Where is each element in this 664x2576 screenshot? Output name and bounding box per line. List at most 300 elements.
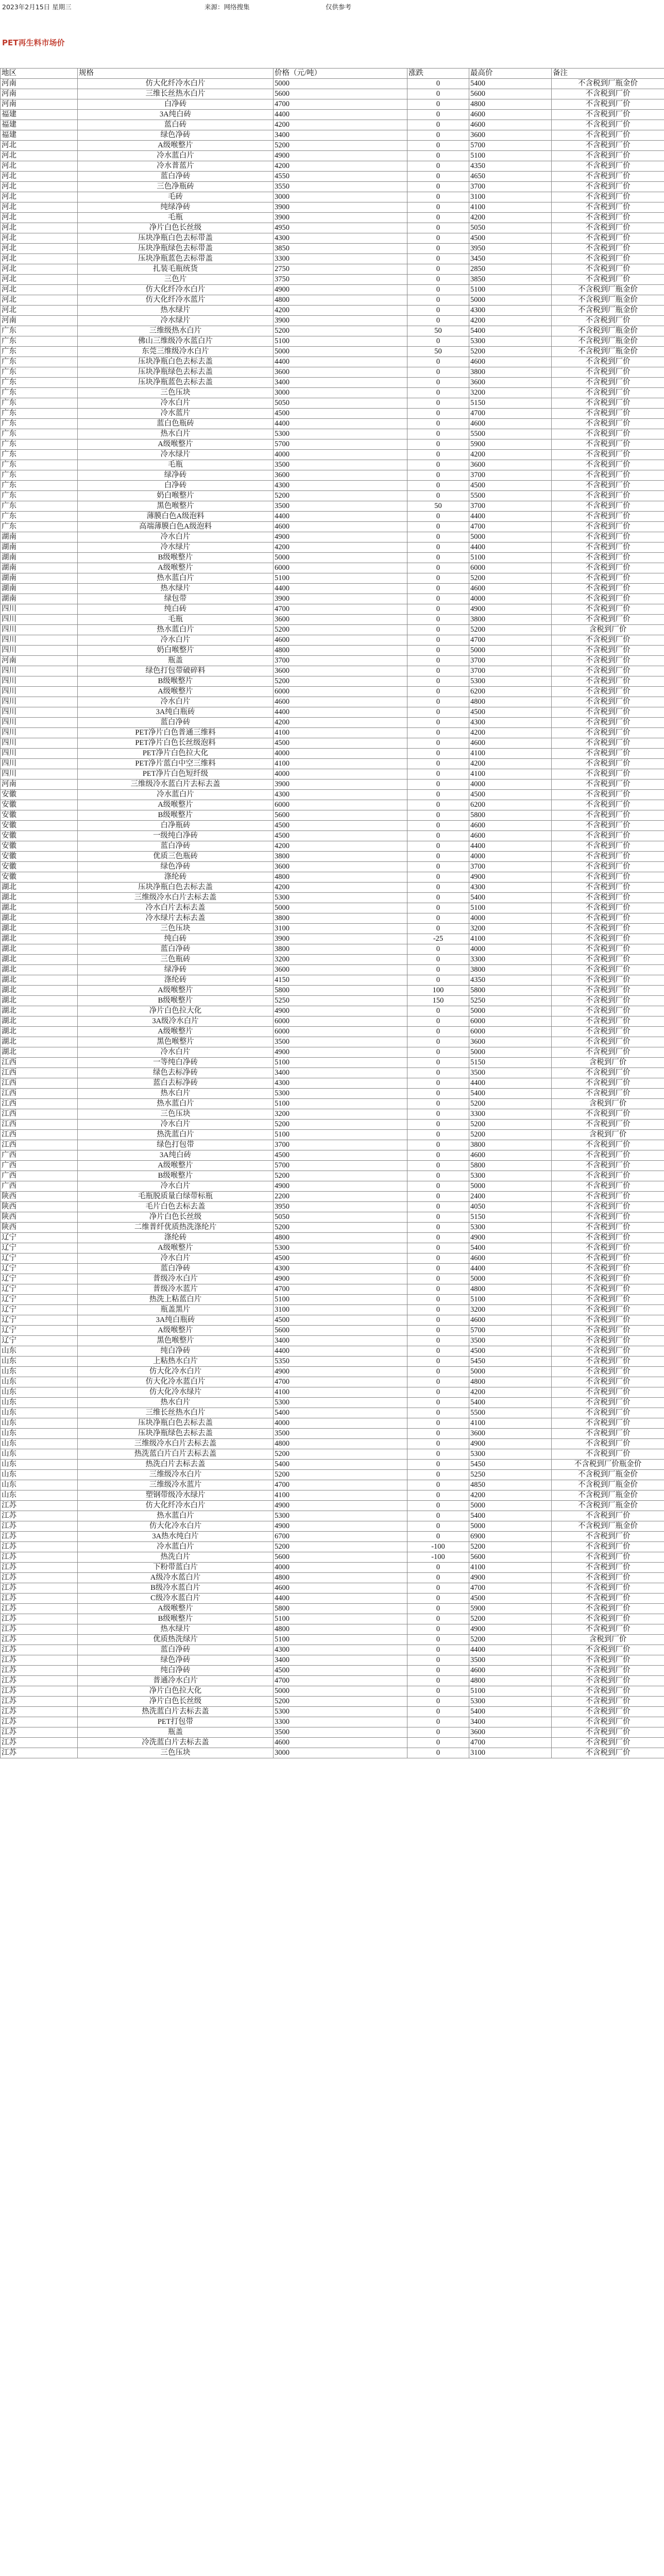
cell-region: 河北: [1, 264, 78, 275]
cell-change: 0: [407, 1006, 469, 1016]
cell-spec: C级冷水蓝白片: [78, 1594, 274, 1604]
table-row: [1, 1357, 664, 1367]
cell-region: 湖南: [1, 563, 78, 573]
cell-max-price: 5400: [469, 1243, 552, 1253]
cell-remark: 不含税到厂价: [552, 676, 664, 687]
cell-price: 5600: [274, 1552, 407, 1563]
cell-remark: 不含税到厂价: [552, 1377, 664, 1387]
cell-remark: 不含税到厂价: [552, 141, 664, 151]
cell-max-price: 3100: [469, 1748, 552, 1758]
cell-spec: 三色净瓶砖: [78, 182, 274, 192]
cell-region: 湖北: [1, 1027, 78, 1037]
cell-change: 0: [407, 1563, 469, 1573]
cell-change: 0: [407, 1243, 469, 1253]
cell-remark: 不含税到厂价: [552, 707, 664, 718]
cell-change: 0: [407, 1490, 469, 1501]
cell-spec: 冷洗蓝白片去标去盖: [78, 1738, 274, 1748]
cell-remark: 不含税到厂价: [552, 1398, 664, 1408]
table-row: [1, 120, 664, 130]
table-row: [1, 1666, 664, 1676]
cell-remark: 不含税到厂价: [552, 986, 664, 996]
cell-change: 0: [407, 450, 469, 460]
cell-spec: 热水绿片: [78, 584, 274, 594]
cell-max-price: 5000: [469, 1367, 552, 1377]
cell-price: 3400: [274, 1655, 407, 1666]
cell-spec: 蓝白净砖: [78, 841, 274, 852]
cell-price: 5200: [274, 1449, 407, 1460]
cell-remark: 不含税到厂价: [552, 1532, 664, 1542]
cell-remark: 不含税到厂价: [552, 1563, 664, 1573]
cell-remark: 不含税到厂价: [552, 934, 664, 944]
table-header-row: [1, 69, 664, 79]
table-row: [1, 450, 664, 460]
cell-change: 0: [407, 635, 469, 646]
cell-region: 广东: [1, 522, 78, 532]
table-row: [1, 1748, 664, 1758]
cell-max-price: 5000: [469, 1521, 552, 1532]
cell-spec: 一级纯白净砖: [78, 831, 274, 841]
cell-max-price: 4800: [469, 1676, 552, 1686]
cell-spec: 热水蓝白片: [78, 625, 274, 635]
cell-region: 广西: [1, 1150, 78, 1161]
cell-region: 河南: [1, 656, 78, 666]
cell-price: 4000: [274, 1418, 407, 1429]
cell-region: 广西: [1, 1161, 78, 1171]
cell-spec: 净片白色拉大化: [78, 1686, 274, 1697]
cell-spec: 毛瓶: [78, 460, 274, 470]
cell-region: 湖北: [1, 934, 78, 944]
table-row: [1, 790, 664, 800]
cell-change: 0: [407, 1480, 469, 1490]
cell-remark: 不含税到厂价: [552, 810, 664, 821]
cell-max-price: 5200: [469, 1542, 552, 1552]
cell-price: 4900: [274, 1274, 407, 1284]
table-row: [1, 470, 664, 481]
cell-max-price: 4600: [469, 584, 552, 594]
cell-price: 5000: [274, 347, 407, 357]
table-row: [1, 1511, 664, 1521]
cell-spec: 普通冷水白片: [78, 1676, 274, 1686]
cell-max-price: 5000: [469, 295, 552, 306]
table-row: [1, 779, 664, 790]
cell-change: 0: [407, 1295, 469, 1305]
cell-region: 四川: [1, 718, 78, 728]
cell-change: 0: [407, 841, 469, 852]
cell-remark: 不含税到厂价: [552, 543, 664, 553]
cell-region: 安徽: [1, 810, 78, 821]
cell-change: 0: [407, 893, 469, 903]
cell-remark: 不含税到厂价: [552, 130, 664, 141]
table-row: [1, 1336, 664, 1346]
cell-max-price: 4400: [469, 543, 552, 553]
cell-region: 广东: [1, 512, 78, 522]
cell-region: 广东: [1, 439, 78, 450]
cell-spec: 净片白色长丝级: [78, 1697, 274, 1707]
cell-remark: 不含税到厂价: [552, 1120, 664, 1130]
cell-spec: 三维长丝热水白片: [78, 1408, 274, 1418]
cell-spec: 三色压块: [78, 1109, 274, 1120]
cell-price: 3200: [274, 955, 407, 965]
cell-price: 4300: [274, 1645, 407, 1655]
cell-remark: 不含税到厂价: [552, 1243, 664, 1253]
table-row: [1, 986, 664, 996]
cell-max-price: 3100: [469, 192, 552, 202]
column-header-change: 涨跌: [407, 69, 469, 79]
table-row: [1, 1645, 664, 1655]
table-row: [1, 439, 664, 450]
cell-change: 0: [407, 1181, 469, 1192]
cell-change: 0: [407, 1511, 469, 1521]
cell-change: 0: [407, 1130, 469, 1140]
cell-region: 山东: [1, 1449, 78, 1460]
cell-remark: 不含税到厂价: [552, 522, 664, 532]
cell-remark: 不含税到厂价: [552, 1047, 664, 1058]
cell-spec: 塑钢带级冷水绿片: [78, 1490, 274, 1501]
cell-remark: 不含税到厂瓶金价: [552, 285, 664, 295]
cell-spec: 仿大化纤冷水白片: [78, 79, 274, 89]
table-row: [1, 1346, 664, 1357]
cell-spec: PET净片白色长丝级泡料: [78, 738, 274, 749]
cell-max-price: 3200: [469, 924, 552, 934]
cell-max-price: 4200: [469, 759, 552, 769]
cell-max-price: 3600: [469, 1037, 552, 1047]
cell-price: 3550: [274, 182, 407, 192]
cell-region: 辽宁: [1, 1253, 78, 1264]
table-row: [1, 532, 664, 543]
cell-max-price: 3500: [469, 1655, 552, 1666]
cell-spec: 佛山三维级冷水蓝白片: [78, 336, 274, 347]
cell-region: 河北: [1, 295, 78, 306]
cell-remark: 不含税到厂价: [552, 1367, 664, 1377]
cell-price: 5200: [274, 1120, 407, 1130]
cell-price: 3900: [274, 202, 407, 213]
cell-change: 0: [407, 1408, 469, 1418]
cell-spec: 涤纶砖: [78, 872, 274, 883]
cell-region: 河南: [1, 779, 78, 790]
cell-region: 江苏: [1, 1501, 78, 1511]
cell-change: 0: [407, 223, 469, 233]
cell-spec: 纯白净砖: [78, 1346, 274, 1357]
cell-max-price: 4600: [469, 1666, 552, 1676]
cell-price: 5300: [274, 1089, 407, 1099]
cell-max-price: 4900: [469, 604, 552, 615]
cell-region: 山东: [1, 1470, 78, 1480]
cell-spec: 绿色去标净砖: [78, 1068, 274, 1078]
cell-region: 安徽: [1, 852, 78, 862]
table-row: [1, 192, 664, 202]
table-row: [1, 213, 664, 223]
table-row: [1, 738, 664, 749]
cell-remark: 不含税到厂瓶金价: [552, 1490, 664, 1501]
cell-region: 山东: [1, 1346, 78, 1357]
table-row: [1, 1418, 664, 1429]
cell-remark: 不含税到厂价: [552, 1326, 664, 1336]
cell-spec: 热洗白片: [78, 1552, 274, 1563]
cell-remark: 不含税到厂价: [552, 264, 664, 275]
cell-spec: 三色片: [78, 275, 274, 285]
cell-region: 安徽: [1, 872, 78, 883]
cell-change: 0: [407, 738, 469, 749]
cell-price: 3100: [274, 924, 407, 934]
cell-remark: 不含税到厂价: [552, 769, 664, 779]
cell-spec: A级喉整片: [78, 1326, 274, 1336]
cell-change: 0: [407, 99, 469, 110]
cell-price: 4900: [274, 285, 407, 295]
cell-remark: 不含税到厂价: [552, 1078, 664, 1089]
cell-region: 江苏: [1, 1697, 78, 1707]
cell-price: 4100: [274, 759, 407, 769]
cell-region: 湖北: [1, 1006, 78, 1016]
cell-region: 江苏: [1, 1655, 78, 1666]
cell-change: 0: [407, 1202, 469, 1212]
cell-change: 0: [407, 707, 469, 718]
cell-spec: 蓝白砖: [78, 120, 274, 130]
cell-max-price: 4200: [469, 1490, 552, 1501]
table-row: [1, 1470, 664, 1480]
cell-max-price: 5300: [469, 1449, 552, 1460]
cell-spec: 纯白净砖: [78, 1666, 274, 1676]
cell-spec: 毛瓶: [78, 213, 274, 223]
cell-spec: 压块净瓶绿色去标去盖: [78, 367, 274, 378]
cell-spec: 白净瓶砖: [78, 821, 274, 831]
cell-spec: 冷水白片: [78, 1181, 274, 1192]
table-row: [1, 254, 664, 264]
cell-region: 山东: [1, 1377, 78, 1387]
cell-change: 0: [407, 110, 469, 120]
cell-max-price: 4700: [469, 409, 552, 419]
cell-change: 0: [407, 1099, 469, 1109]
cell-region: 湖北: [1, 893, 78, 903]
cell-spec: A级喉整片: [78, 986, 274, 996]
cell-max-price: 4900: [469, 1439, 552, 1449]
cell-region: 四川: [1, 697, 78, 707]
cell-remark: 不含税到厂价: [552, 244, 664, 254]
cell-spec: B级喉整片: [78, 676, 274, 687]
cell-remark: 不含税到厂价: [552, 1594, 664, 1604]
cell-remark: 不含税到厂价: [552, 429, 664, 439]
cell-max-price: 5900: [469, 439, 552, 450]
cell-max-price: 5000: [469, 1047, 552, 1058]
cell-spec: 冷水普蓝片: [78, 161, 274, 172]
cell-region: 湖南: [1, 553, 78, 563]
cell-max-price: 4800: [469, 1377, 552, 1387]
cell-max-price: 5250: [469, 996, 552, 1006]
cell-change: 0: [407, 419, 469, 429]
cell-change: 0: [407, 1037, 469, 1047]
cell-region: 广东: [1, 409, 78, 419]
cell-price: 3900: [274, 934, 407, 944]
table-row: [1, 1027, 664, 1037]
cell-price: 3700: [274, 1140, 407, 1150]
cell-max-price: 4100: [469, 1418, 552, 1429]
table-row: [1, 728, 664, 738]
cell-change: 0: [407, 759, 469, 769]
cell-region: 河北: [1, 233, 78, 244]
cell-change: 0: [407, 584, 469, 594]
table-row: [1, 687, 664, 697]
cell-remark: 不含税到厂价: [552, 470, 664, 481]
cell-region: 山东: [1, 1439, 78, 1449]
cell-region: 江苏: [1, 1748, 78, 1758]
cell-region: 陕西: [1, 1223, 78, 1233]
cell-max-price: 4300: [469, 883, 552, 893]
cell-remark: 不含税到厂价: [552, 409, 664, 419]
cell-change: 0: [407, 1573, 469, 1583]
cell-spec: 热水蓝白片: [78, 1099, 274, 1109]
cell-max-price: 3300: [469, 955, 552, 965]
cell-max-price: 5200: [469, 1120, 552, 1130]
cell-max-price: 4600: [469, 738, 552, 749]
cell-max-price: 4600: [469, 419, 552, 429]
cell-spec: 压块净瓶白色去标带盖: [78, 233, 274, 244]
cell-change: 0: [407, 388, 469, 398]
cell-change: 0: [407, 779, 469, 790]
cell-max-price: 5200: [469, 625, 552, 635]
cell-max-price: 4500: [469, 790, 552, 800]
table-row: [1, 1717, 664, 1727]
cell-change: 0: [407, 172, 469, 182]
cell-remark: 不含税到厂瓶金价: [552, 347, 664, 357]
cell-region: 江西: [1, 1109, 78, 1120]
cell-change: 0: [407, 625, 469, 635]
table-row: [1, 553, 664, 563]
cell-price: 5100: [274, 1635, 407, 1645]
cell-region: 广东: [1, 481, 78, 491]
cell-price: 5200: [274, 491, 407, 501]
cell-region: 河北: [1, 151, 78, 161]
cell-change: 0: [407, 1666, 469, 1676]
cell-remark: 不含税到厂价: [552, 1676, 664, 1686]
cell-price: 4500: [274, 831, 407, 841]
table-row: [1, 1315, 664, 1326]
table-row: [1, 460, 664, 470]
cell-spec: 白净砖: [78, 99, 274, 110]
cell-change: 0: [407, 697, 469, 707]
cell-change: 0: [407, 883, 469, 893]
table-row: [1, 604, 664, 615]
cell-max-price: 5100: [469, 1686, 552, 1697]
cell-spec: 蓝白净砖: [78, 1645, 274, 1655]
cell-change: 0: [407, 470, 469, 481]
cell-remark: 不含税到厂价: [552, 202, 664, 213]
cell-price: 5200: [274, 1470, 407, 1480]
cell-remark: 不含税到厂价: [552, 1614, 664, 1624]
cell-remark: 不含税到厂价: [552, 316, 664, 326]
cell-remark: 含税到厂价: [552, 1099, 664, 1109]
cell-remark: 不含税到厂价: [552, 759, 664, 769]
table-row: [1, 862, 664, 872]
cell-remark: 不含税到厂价: [552, 1645, 664, 1655]
table-row: [1, 718, 664, 728]
cell-spec: 瓶盖黑片: [78, 1305, 274, 1315]
cell-spec: 热水白片: [78, 1089, 274, 1099]
cell-remark: 不含税到厂价: [552, 604, 664, 615]
cell-price: 4200: [274, 543, 407, 553]
table-row: [1, 573, 664, 584]
cell-max-price: 5150: [469, 1058, 552, 1068]
cell-price: 6000: [274, 687, 407, 697]
cell-change: 0: [407, 1120, 469, 1130]
cell-spec: 热水绿片: [78, 306, 274, 316]
cell-spec: A级喉整片: [78, 563, 274, 573]
cell-remark: 不含税到厂价: [552, 1202, 664, 1212]
cell-max-price: 4600: [469, 821, 552, 831]
table-row: [1, 1624, 664, 1635]
cell-region: 山东: [1, 1418, 78, 1429]
cell-spec: 热水白片: [78, 1398, 274, 1408]
cell-price: 3600: [274, 862, 407, 872]
cell-max-price: 5100: [469, 553, 552, 563]
cell-remark: 不含税到厂价: [552, 213, 664, 223]
cell-price: 5100: [274, 336, 407, 347]
cell-remark: 不含税到厂价: [552, 1161, 664, 1171]
cell-change: 0: [407, 656, 469, 666]
cell-remark: 不含税到厂价: [552, 110, 664, 120]
cell-spec: 蓝白色瓶砖: [78, 419, 274, 429]
cell-remark: 不含税到厂价: [552, 1573, 664, 1583]
cell-region: 江苏: [1, 1717, 78, 1727]
cell-max-price: 4300: [469, 306, 552, 316]
cell-change: 0: [407, 161, 469, 172]
cell-change: 0: [407, 460, 469, 470]
cell-change: 0: [407, 1068, 469, 1078]
cell-remark: 不含税到厂价: [552, 99, 664, 110]
cell-max-price: 2850: [469, 264, 552, 275]
cell-remark: 不含税到厂瓶金价: [552, 1521, 664, 1532]
cell-change: 0: [407, 491, 469, 501]
column-header-remark: 备注: [552, 69, 664, 79]
cell-price: 3750: [274, 275, 407, 285]
cell-price: 4900: [274, 1501, 407, 1511]
cell-remark: 不含税到厂价: [552, 532, 664, 543]
table-row: [1, 893, 664, 903]
cell-remark: 不含税到厂价: [552, 687, 664, 697]
cell-remark: 不含税到厂价: [552, 635, 664, 646]
cell-price: 4100: [274, 1387, 407, 1398]
table-row: [1, 810, 664, 821]
table-row: [1, 1429, 664, 1439]
cell-remark: 不含税到厂价: [552, 821, 664, 831]
cell-region: 江苏: [1, 1594, 78, 1604]
cell-price: 4700: [274, 1480, 407, 1490]
cell-price: 5200: [274, 1697, 407, 1707]
cell-max-price: 5300: [469, 676, 552, 687]
cell-price: 5400: [274, 1408, 407, 1418]
cell-change: 0: [407, 1377, 469, 1387]
cell-change: 0: [407, 481, 469, 491]
cell-remark: 不含税到厂价: [552, 1037, 664, 1047]
cell-remark: 不含税到厂价: [552, 563, 664, 573]
table-row: [1, 1099, 664, 1109]
cell-spec: 仿大化冷水绿片: [78, 1387, 274, 1398]
cell-change: 0: [407, 1284, 469, 1295]
cell-remark: 不含税到厂价: [552, 615, 664, 625]
cell-change: 0: [407, 264, 469, 275]
cell-max-price: 4500: [469, 1594, 552, 1604]
cell-region: 安徽: [1, 821, 78, 831]
cell-region: 四川: [1, 728, 78, 738]
cell-spec: 涤纶砖: [78, 975, 274, 986]
table-row: [1, 1387, 664, 1398]
cell-max-price: 5400: [469, 1511, 552, 1521]
cell-max-price: 4000: [469, 779, 552, 790]
page-header: [0, 0, 664, 12]
table-row: [1, 656, 664, 666]
cell-spec: A级喉整片: [78, 1243, 274, 1253]
cell-remark: 不含税到厂价: [552, 357, 664, 367]
cell-region: 广东: [1, 347, 78, 357]
table-row: [1, 707, 664, 718]
